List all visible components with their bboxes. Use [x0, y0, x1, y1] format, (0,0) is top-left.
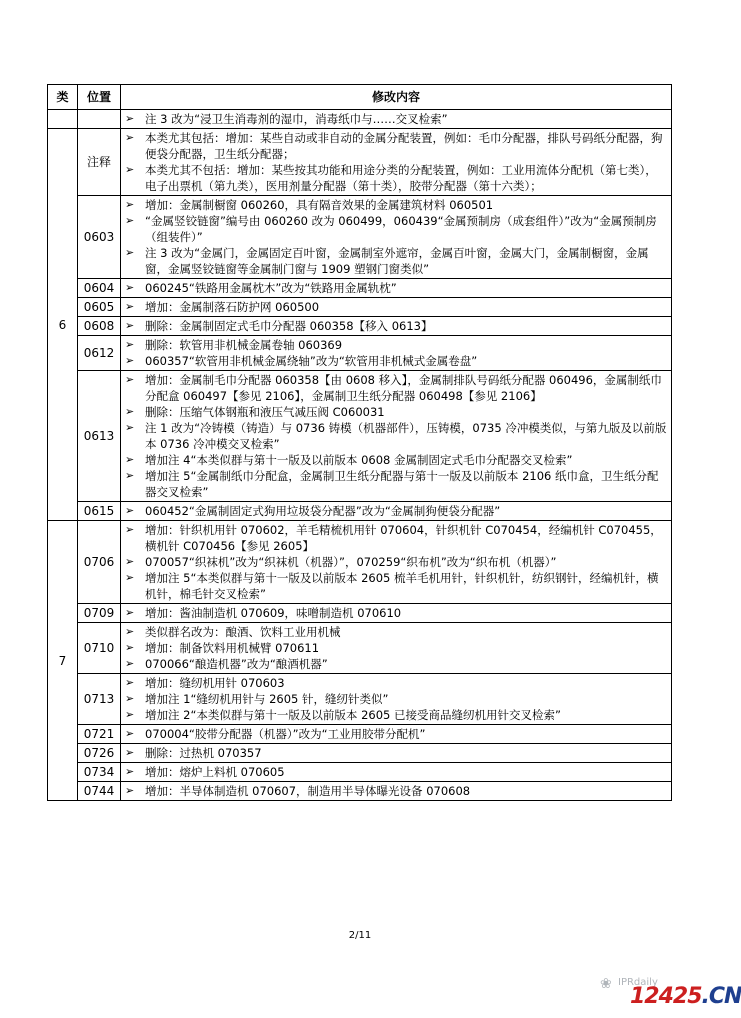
content-cell: [121, 129, 672, 196]
position-cell: 0710: [78, 623, 121, 674]
content-cell: [121, 674, 672, 725]
position-cell: 注释: [78, 129, 121, 196]
change-text: 增加注 5“金属制纸巾分配盒，金属制卫生纸分配器与第十一版及以前版本 2106 纸巾盒，卫生纸分配器交叉检索”: [145, 469, 659, 499]
change-text: 070057“织袜机”改为“织袜机（机器）”，070259“织布机”改为“织布机（机器）”: [145, 555, 557, 569]
change-text: 注 1 改为“冷铸模（铸造）与 0736 铸模（机器部件），压铸模，0735 冷冲模类似，与第九版及以前版本 0736 冷冲模交叉检索”: [145, 421, 667, 451]
class-cell: 6: [48, 129, 78, 521]
position-cell: 0603: [78, 196, 121, 279]
change-item: [125, 280, 667, 296]
change-item: [125, 522, 667, 554]
table-row: [48, 336, 672, 371]
change-item: [125, 318, 667, 334]
change-text: 增加：熔炉上料机 070605: [145, 765, 285, 779]
change-text: 增加：金属制橱窗 060260，具有隔音效果的金属建筑材料 060501: [145, 198, 494, 212]
change-text: 增加：半导体制造机 070607，制造用半导体曝光设备 070608: [145, 784, 471, 798]
change-item: [125, 130, 667, 162]
change-text: 060245“铁路用金属枕木”改为“铁路用金属轨枕”: [145, 281, 397, 295]
change-item: [125, 162, 667, 194]
table-row: [48, 744, 672, 763]
table-row: [48, 502, 672, 521]
change-item: [125, 656, 667, 672]
position-cell: 0734: [78, 763, 121, 782]
change-item: [125, 707, 667, 723]
change-text: 本类尤其不包括：增加：某些按其功能和用途分类的分配装置，例如：工业用流体分配机（第七类），电子出票机（第九类），医用剂量分配器（第十类），胶带分配器（第十六类）；: [145, 163, 657, 193]
change-text: 增加：缝纫机用针 070603: [145, 676, 285, 690]
change-text: 060357“软管用非机械金属绕轴”改为“软管用非机械式金属卷盘”: [145, 354, 478, 368]
content-cell: [121, 782, 672, 801]
change-item: [125, 468, 667, 500]
position-cell: 0709: [78, 604, 121, 623]
table-row: [48, 623, 672, 674]
table-row: [48, 521, 672, 604]
content-cell: [121, 763, 672, 782]
change-text: 删除：压缩气体钢瓶和液压气减压阀 C060031: [145, 405, 385, 419]
bullet-arrow-icon: ➢: [125, 469, 135, 482]
change-text: 增加：针织机用针 070602，羊毛精梳机用针 070604，针织机针 C070454，经编机针 C070455，横机针 C070456【参见 2605】: [145, 523, 662, 553]
table-row: [48, 782, 672, 801]
position-cell: [78, 110, 121, 129]
bullet-arrow-icon: ➢: [125, 641, 135, 654]
bullet-arrow-icon: ➢: [125, 246, 135, 259]
change-text: 增加：酱油制造机 070609，味噌制造机 070610: [145, 606, 402, 620]
change-item: [125, 213, 667, 245]
header-row: [48, 85, 672, 110]
position-cell: 0608: [78, 317, 121, 336]
change-text: 增加：金属制毛巾分配器 060358【由 0608 移入】，金属制排队号码纸分配器 060496，金属制纸巾分配盒 060497【参见 2106】，金属制卫生纸分配器 060498【参见 2106】: [145, 373, 662, 403]
bullet-arrow-icon: ➢: [125, 354, 135, 367]
bullet-arrow-icon: ➢: [125, 281, 135, 294]
watermark: [600, 976, 741, 1009]
change-text: 注 3 改为“金属门，金属固定百叶窗，金属制室外遮帘，金属百叶窗，金属大门，金属制橱窗，金属窗，金属竖铰链窗等金属制门窗与 1909 塑钢门窗类似”: [145, 246, 649, 276]
bullet-arrow-icon: ➢: [125, 606, 135, 619]
content-cell: [121, 298, 672, 317]
position-cell: 0706: [78, 521, 121, 604]
content-cell: [121, 336, 672, 371]
bullet-arrow-icon: ➢: [125, 692, 135, 705]
bullet-arrow-icon: ➢: [125, 453, 135, 466]
change-item: [125, 640, 667, 656]
position-cell: 0721: [78, 725, 121, 744]
change-item: [125, 783, 667, 799]
table-row: [48, 763, 672, 782]
content-cell: [121, 110, 672, 129]
changes-table: [47, 84, 672, 801]
change-text: 类似群名改为：酿酒、饮料工业用机械: [145, 625, 341, 639]
table-row: [48, 298, 672, 317]
class-cell: [48, 110, 78, 129]
change-text: 本类尤其包括：增加：某些自动或非自动的金属分配装置，例如：毛巾分配器，排队号码纸分配器，狗便袋分配器，卫生纸分配器；: [145, 131, 663, 161]
site-logo: [630, 984, 741, 1009]
bullet-arrow-icon: ➢: [125, 300, 135, 313]
content-cell: [121, 604, 672, 623]
change-item: [125, 245, 667, 277]
bullet-arrow-icon: ➢: [125, 708, 135, 721]
change-text: 060452“金属制固定式狗用垃圾袋分配器”改为“金属制狗便袋分配器”: [145, 504, 501, 518]
change-text: 删除：过热机 070357: [145, 746, 262, 760]
content-cell: [121, 317, 672, 336]
change-item: [125, 503, 667, 519]
bullet-arrow-icon: ➢: [125, 625, 135, 638]
bullet-arrow-icon: ➢: [125, 727, 135, 740]
change-item: [125, 111, 667, 127]
bullet-arrow-icon: ➢: [125, 131, 135, 144]
logo-suffix: .CN: [701, 984, 741, 1009]
change-text: 增加注 5“本类似群与第十一版及以前版本 2605 梳羊毛机用针，针织机针，纺织钢针，经编机针，横机针，棉毛针交叉检索”: [145, 571, 659, 601]
header-class: 类: [48, 85, 78, 110]
change-item: [125, 337, 667, 353]
table-row: [48, 317, 672, 336]
change-item: [125, 691, 667, 707]
bullet-arrow-icon: ➢: [125, 523, 135, 536]
bullet-arrow-icon: ➢: [125, 746, 135, 759]
table-row: [48, 604, 672, 623]
table-row: [48, 674, 672, 725]
bullet-arrow-icon: ➢: [125, 319, 135, 332]
content-cell: [121, 371, 672, 502]
logo-number: 12425: [630, 984, 702, 1009]
content-cell: [121, 725, 672, 744]
change-item: [125, 404, 667, 420]
bullet-arrow-icon: ➢: [125, 421, 135, 434]
change-text: 删除：软管用非机械金属卷轴 060369: [145, 338, 343, 352]
change-item: [125, 353, 667, 369]
content-cell: [121, 502, 672, 521]
change-item: [125, 624, 667, 640]
change-text: 增加：金属制落石防护网 060500: [145, 300, 320, 314]
change-item: [125, 605, 667, 621]
change-text: “金属竖铰链窗”编号由 060260 改为 060499，060439“金属预制房（成套组件）”改为“金属预制房（组装件）”: [145, 214, 657, 244]
content-cell: [121, 623, 672, 674]
position-cell: 0613: [78, 371, 121, 502]
position-cell: 0713: [78, 674, 121, 725]
wechat-icon: ❀: [600, 976, 612, 992]
change-item: [125, 554, 667, 570]
table-row: [48, 129, 672, 196]
change-text: 注 3 改为“浸卫生消毒剂的湿巾，消毒纸巾与……交叉检索”: [145, 112, 448, 126]
table-row: [48, 371, 672, 502]
class-cell: 7: [48, 521, 78, 801]
change-item: [125, 452, 667, 468]
change-item: [125, 420, 667, 452]
position-cell: 0612: [78, 336, 121, 371]
bullet-arrow-icon: ➢: [125, 373, 135, 386]
change-text: 070066“酿造机器”改为“酿酒机器”: [145, 657, 328, 671]
bullet-arrow-icon: ➢: [125, 571, 135, 584]
change-text: 增加注 2“本类似群与第十一版及以前版本 2605 已接受商品缝纫机用针交叉检索”: [145, 708, 561, 722]
change-item: [125, 726, 667, 742]
bullet-arrow-icon: ➢: [125, 338, 135, 351]
bullet-arrow-icon: ➢: [125, 784, 135, 797]
change-text: 增加注 1“缝纫机用针与 2605 针，缝纫针类似”: [145, 692, 389, 706]
change-item: [125, 570, 667, 602]
change-text: 增加注 4“本类似群与第十一版及以前版本 0608 金属制固定式毛巾分配器交叉检索”: [145, 453, 573, 467]
content-cell: [121, 744, 672, 763]
bullet-arrow-icon: ➢: [125, 555, 135, 568]
position-cell: 0726: [78, 744, 121, 763]
change-item: [125, 197, 667, 213]
watermark-label: IPRdaily: [618, 977, 658, 988]
table-body: [48, 110, 672, 801]
table-row: [48, 279, 672, 298]
bullet-arrow-icon: ➢: [125, 163, 135, 176]
table-row: [48, 110, 672, 129]
change-text: 增加：制备饮料用机械臂 070611: [145, 641, 320, 655]
bullet-arrow-icon: ➢: [125, 112, 135, 125]
content-cell: [121, 279, 672, 298]
bullet-arrow-icon: ➢: [125, 504, 135, 517]
content-cell: [121, 196, 672, 279]
header-position: 位置: [78, 85, 121, 110]
change-text: 070004“胶带分配器（机器）”改为“工业用胶带分配机”: [145, 727, 426, 741]
change-item: [125, 675, 667, 691]
page-number: 2/11: [348, 930, 372, 941]
change-item: [125, 764, 667, 780]
change-item: [125, 372, 667, 404]
change-item: [125, 745, 667, 761]
table-row: [48, 725, 672, 744]
table-row: [48, 196, 672, 279]
position-cell: 0615: [78, 502, 121, 521]
bullet-arrow-icon: ➢: [125, 657, 135, 670]
change-item: [125, 299, 667, 315]
content-cell: [121, 521, 672, 604]
bullet-arrow-icon: ➢: [125, 405, 135, 418]
bullet-arrow-icon: ➢: [125, 765, 135, 778]
change-text: 删除：金属制固定式毛巾分配器 060358【移入 0613】: [145, 319, 433, 333]
position-cell: 0744: [78, 782, 121, 801]
position-cell: 0605: [78, 298, 121, 317]
bullet-arrow-icon: ➢: [125, 198, 135, 211]
bullet-arrow-icon: ➢: [125, 214, 135, 227]
header-content: 修改内容: [121, 85, 672, 110]
position-cell: 0604: [78, 279, 121, 298]
bullet-arrow-icon: ➢: [125, 676, 135, 689]
